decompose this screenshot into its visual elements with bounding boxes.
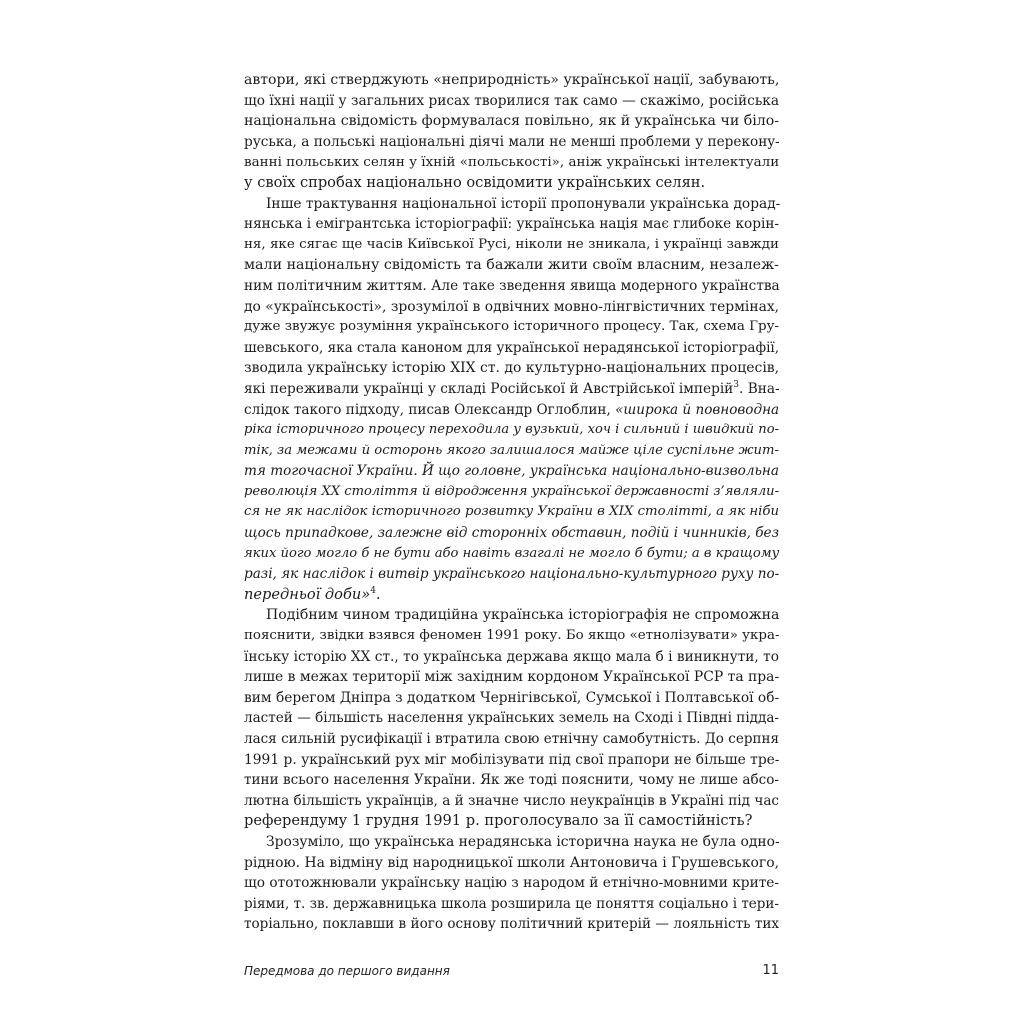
body-text xyxy=(244,70,779,935)
line-text: рідною. На відміну від народницької школи Антоновича і Грушевського, xyxy=(244,854,779,871)
footnote-marker[interactable]: 4 xyxy=(370,585,376,596)
text-line xyxy=(244,605,779,626)
line-text: їнську історію XX ст., то українська держава якщо мала б і виникнути, то xyxy=(244,648,779,665)
text-line xyxy=(244,647,779,668)
text-line xyxy=(244,379,779,400)
text-line xyxy=(244,297,779,318)
text-line xyxy=(244,729,779,750)
line-text: руська, а польські національні діячі мали не менші проблеми у переконy- xyxy=(244,133,780,150)
text-line xyxy=(244,111,779,132)
text-line xyxy=(244,564,779,585)
text-line xyxy=(244,667,779,688)
text-line xyxy=(244,152,779,173)
text-line xyxy=(244,523,779,544)
line-text: слідок такого підходу, писав Олександр Оглоблин, xyxy=(244,401,616,418)
quote-text: щось припадкове, залежне від сторонніх обставин, подій і чинників, без xyxy=(244,525,779,542)
line-text: референдуму 1 грудня 1991 р. проголосувало за її самостійність? xyxy=(244,812,753,830)
text-line xyxy=(244,544,779,565)
line-text: ня, яке сягає ще часів Київської Русі, ніколи не зникала, і українці завжди xyxy=(244,236,779,252)
line-text: . xyxy=(375,585,381,603)
line-text: вим берегом Дніпра з додатком Чернігівської, Сумської і Полтавської об- xyxy=(244,689,780,706)
text-line xyxy=(244,811,779,832)
text-line xyxy=(244,832,779,853)
text-line xyxy=(244,853,779,874)
line-text: автори, які стверджують «неприродність» української нації, забувають, xyxy=(244,72,780,88)
quote-text: ріка історичного процесу переходила у вузький, хоч і сильний і швидкий по- xyxy=(244,422,779,438)
text-line xyxy=(244,235,779,256)
quote-text: тя тогочасної України. Й що головне, українська національно-визвольна xyxy=(244,463,779,480)
line-text: Інше трактування національної історії пропонували українська дорад- xyxy=(266,195,781,212)
text-line xyxy=(244,400,779,421)
line-text: мали національну свідомість та бажали жити своїм власним, незалеж- xyxy=(244,257,779,274)
line-text: до «українськості», зрозумілої в одвічних мовно-лінгвістичних термінах, xyxy=(244,298,780,315)
text-line xyxy=(244,91,779,112)
text-line xyxy=(244,708,779,729)
text-line xyxy=(244,276,779,297)
text-line xyxy=(244,482,779,503)
text-line xyxy=(244,173,779,194)
line-text: нянська і емігрантська історіографії: українська нація має глибоке корін- xyxy=(244,216,779,233)
line-text: торіально, поклавши в його основу політичний критерій — лояльність тих xyxy=(244,916,779,933)
line-text: ним політичним життям. Але таке зведення явища модерного українства xyxy=(244,277,780,294)
quote-text: ся не як наслідок історичного розвитку України в XIX столітті, а як ніби xyxy=(244,504,779,520)
text-line xyxy=(244,420,779,441)
text-line xyxy=(244,791,779,812)
line-text: тини всього населення України. Як же тоді пояснити, чому не лише абсо- xyxy=(244,772,779,789)
text-line xyxy=(244,194,779,215)
line-text: ріями, т. зв. державницька школа розширила це поняття соціально і тери- xyxy=(244,895,779,912)
line-text: у своїх спробах національно освідомити українських селян. xyxy=(244,173,706,191)
text-line xyxy=(244,255,779,276)
line-text: дуже звужує розуміння українського історичного процесу. Так, схема Гру- xyxy=(244,319,779,335)
text-line xyxy=(244,132,779,153)
quote-text: яких його могло б не бути або навіть взагалі не могло б бути; а в кращому xyxy=(244,545,780,561)
line-text: що ототожнювали українську націю з народом й етнічно-мовними крите- xyxy=(244,875,780,892)
text-line xyxy=(244,914,779,935)
text-line xyxy=(244,750,779,771)
line-text: Подібним чином традиційна українська історіографія не спроможна xyxy=(266,607,780,624)
text-line xyxy=(244,441,779,462)
text-line xyxy=(244,688,779,709)
line-text: лютна більшість українців, а й значне число неукраїнців в Україні під час xyxy=(244,792,780,809)
line-text: пояснити, звідки взявся феномен 1991 року. Бо якщо «етнолізувати» укра- xyxy=(244,628,780,644)
text-line xyxy=(244,626,779,647)
quote-text: революція XX століття й відродження української державності з’являли- xyxy=(244,483,779,499)
text-line xyxy=(244,338,779,359)
text-line xyxy=(244,317,779,338)
line-text: національна свідомість формувалася повільно, як й українська чи біло- xyxy=(244,113,779,130)
line-text: . Вна- xyxy=(739,380,780,397)
text-line xyxy=(244,894,779,915)
line-text: лише в межах території між західним кордоном Української РСР та пра- xyxy=(244,669,780,686)
running-footer-title: Передмова до першого видання xyxy=(244,964,450,978)
quote-text: тік, за межами й осторонь якого залишалося майже ціле суспільне жит- xyxy=(244,442,779,458)
text-line xyxy=(244,214,779,235)
text-line xyxy=(244,461,779,482)
text-line xyxy=(244,358,779,379)
line-text: що їхні нації у загальних рисах творилися так само — скажімо, російська xyxy=(244,92,779,109)
line-text: Зрозуміло, що українська нерадянська історична наука не була одно- xyxy=(266,833,780,850)
line-text: зводила українську історію XIX ст. до культурно-національних процесів, xyxy=(244,360,780,377)
line-text: 1991 р. український рух міг мобілізувати під свої прапори не більше тре- xyxy=(244,751,780,768)
text-line xyxy=(244,70,779,91)
quote-text: передньої доби» xyxy=(244,585,371,603)
text-line xyxy=(244,585,779,606)
footnote-marker[interactable]: 3 xyxy=(733,379,740,390)
text-line xyxy=(244,770,779,791)
page-number: 11 xyxy=(762,963,779,978)
text-line xyxy=(244,502,779,523)
quote-text: разі, як наслідок і витвір українського національно-культурного руху по- xyxy=(244,566,780,583)
line-text: шевського, яка стала каноном для української нерадянської історіографії, xyxy=(244,339,780,356)
line-text: ванні польських селян у їхній «польськості», аніж українські інтелектуали xyxy=(244,154,780,171)
line-text: які переживали українці у складі Російської й Австрійської імперій xyxy=(244,380,734,397)
quote-text: «широка й повноводна xyxy=(615,401,780,418)
line-text: ластей — більшість населення українських земель на Сході і Півдні підда- xyxy=(244,710,779,727)
text-line xyxy=(244,873,779,894)
line-text: лася сильній русифікації і втратила свою етнічну самобутність. До серпня xyxy=(244,731,779,747)
